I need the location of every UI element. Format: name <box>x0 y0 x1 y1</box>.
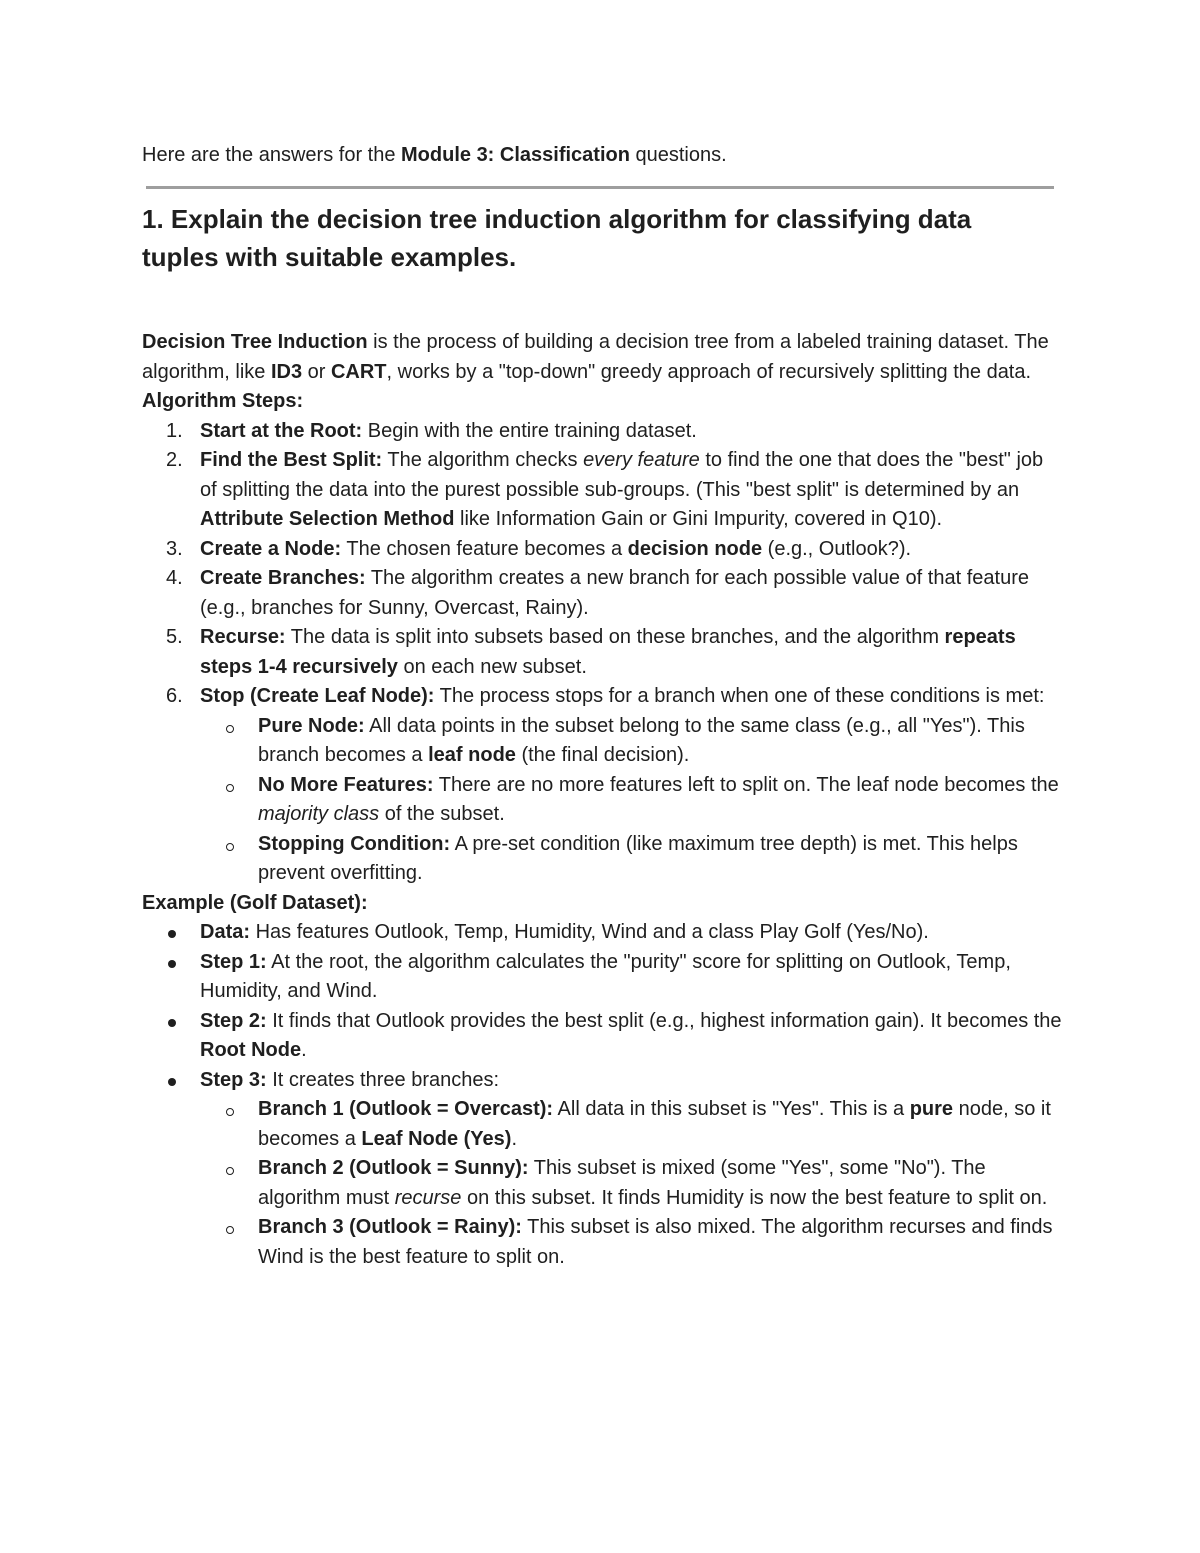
algorithm-steps-title: Algorithm Steps: <box>142 390 304 412</box>
question-heading: 1. Explain the decision tree induction algorithm for classifying data tuples with suitable examples. <box>142 204 972 272</box>
intro-paragraph: Decision Tree Induction is the process of building a decision tree from a labeled training dataset. The algorithm, like ID3 or CART, works by a "top-down" greedy approach of recursively splitting the data. <box>142 331 1049 383</box>
branches-list <box>200 1095 1062 1272</box>
list-item: Step 2: It finds that Outlook provides the best split (e.g., highest information gain). It becomes the Root Node. <box>142 1007 1062 1066</box>
list-item: Step 3: It creates three branches: Branch 1 (Outlook = Overcast): All data in this subset is "Yes". This is a pure node, so it becomes a Leaf Node (Yes). Branch 2 (Outlook = Sunny): This subset is mixed (some "Yes", some "No"). The algorithm must recurse on this subset. It finds Humidity is now the best feature to split on. Branch 3 (Outlook = Rainy): This subset is also mixed. The algorithm recurses and finds Wind is the best feature to split on. <box>142 1066 1062 1273</box>
list-item: Branch 3 (Outlook = Rainy): This subset is also mixed. The algorithm recurses and finds Wind is the best feature to split on. <box>142 1213 1062 1272</box>
list-item: 1. Start at the Root: Begin with the entire training dataset. <box>166 419 697 442</box>
intro-text: Here are the answers for the Module 3: Classification questions. <box>142 144 727 166</box>
stop-conditions-list <box>200 712 1062 889</box>
bullet-icon <box>168 960 176 968</box>
horizontal-divider <box>146 186 1054 189</box>
answer-body <box>142 328 1062 1272</box>
list-item: 5. Recurse: The data is split into subsets based on these branches, and the algorithm repeats steps 1-4 recursively on each new subset. <box>166 626 1016 678</box>
list-item: 3. Create a Node: The chosen feature becomes a decision node (e.g., Outlook?). <box>166 537 912 560</box>
list-item: 4. Create Branches: The algorithm creates a new branch for each possible value of that feature (e.g., branches for Sunny, Overcast, Rainy). <box>166 567 1029 619</box>
circle-bullet-icon <box>226 725 234 733</box>
circle-bullet-icon <box>226 1167 234 1175</box>
list-item: Step 1: At the root, the algorithm calculates the "purity" score for splitting on Outlook, Temp, Humidity, and Wind. <box>142 948 1062 1007</box>
list-item: Stopping Condition: A pre-set condition (like maximum tree depth) is met. This helps prevent overfitting. <box>142 830 1062 889</box>
list-item: Pure Node: All data points in the subset belong to the same class (e.g., all "Yes"). This branch becomes a leaf node (the final decision). <box>142 712 1062 771</box>
circle-bullet-icon <box>226 784 234 792</box>
list-item: 2. Find the Best Split: The algorithm checks every feature to find the one that does the "best" job of splitting the data into the purest possible sub-groups. (This "best split" is determined by an Attribute Selection Method like Information Gain or Gini Impurity, covered in Q10). <box>166 449 1044 530</box>
example-title: Example (Golf Dataset): <box>142 891 368 914</box>
circle-bullet-icon <box>226 843 234 851</box>
circle-bullet-icon <box>226 1226 234 1234</box>
list-item: Branch 1 (Outlook = Overcast): All data in this subset is "Yes". This is a pure node, so it becomes a Leaf Node (Yes). <box>142 1095 1062 1154</box>
example-list <box>142 918 1062 1272</box>
bullet-icon <box>168 930 176 938</box>
list-item: No More Features: There are no more features left to split on. The leaf node becomes the majority class of the subset. <box>142 771 1062 830</box>
list-item: Branch 2 (Outlook = Sunny): This subset is mixed (some "Yes", some "No"). The algorithm must recurse on this subset. It finds Humidity is now the best feature to split on. <box>142 1154 1062 1213</box>
circle-bullet-icon <box>226 1108 234 1116</box>
bullet-icon <box>168 1019 176 1027</box>
list-item: 6. Stop (Create Leaf Node): The process stops for a branch when one of these conditions is met: Pure Node: All data points in the subset belong to the same class (e.g., all "Yes"). This branch becomes a leaf node (the final decision). No More Features: There are no more features left to split on. The leaf node becomes the majority class of the subset. Stopping Condition: A pre-set condition (like maximum tree depth) is met. This helps prevent overfitting. <box>142 682 1062 889</box>
bullet-icon <box>168 1078 176 1086</box>
algorithm-steps-list <box>142 417 1062 889</box>
list-item: Data: Has features Outlook, Temp, Humidity, Wind and a class Play Golf (Yes/No). <box>142 918 1062 948</box>
